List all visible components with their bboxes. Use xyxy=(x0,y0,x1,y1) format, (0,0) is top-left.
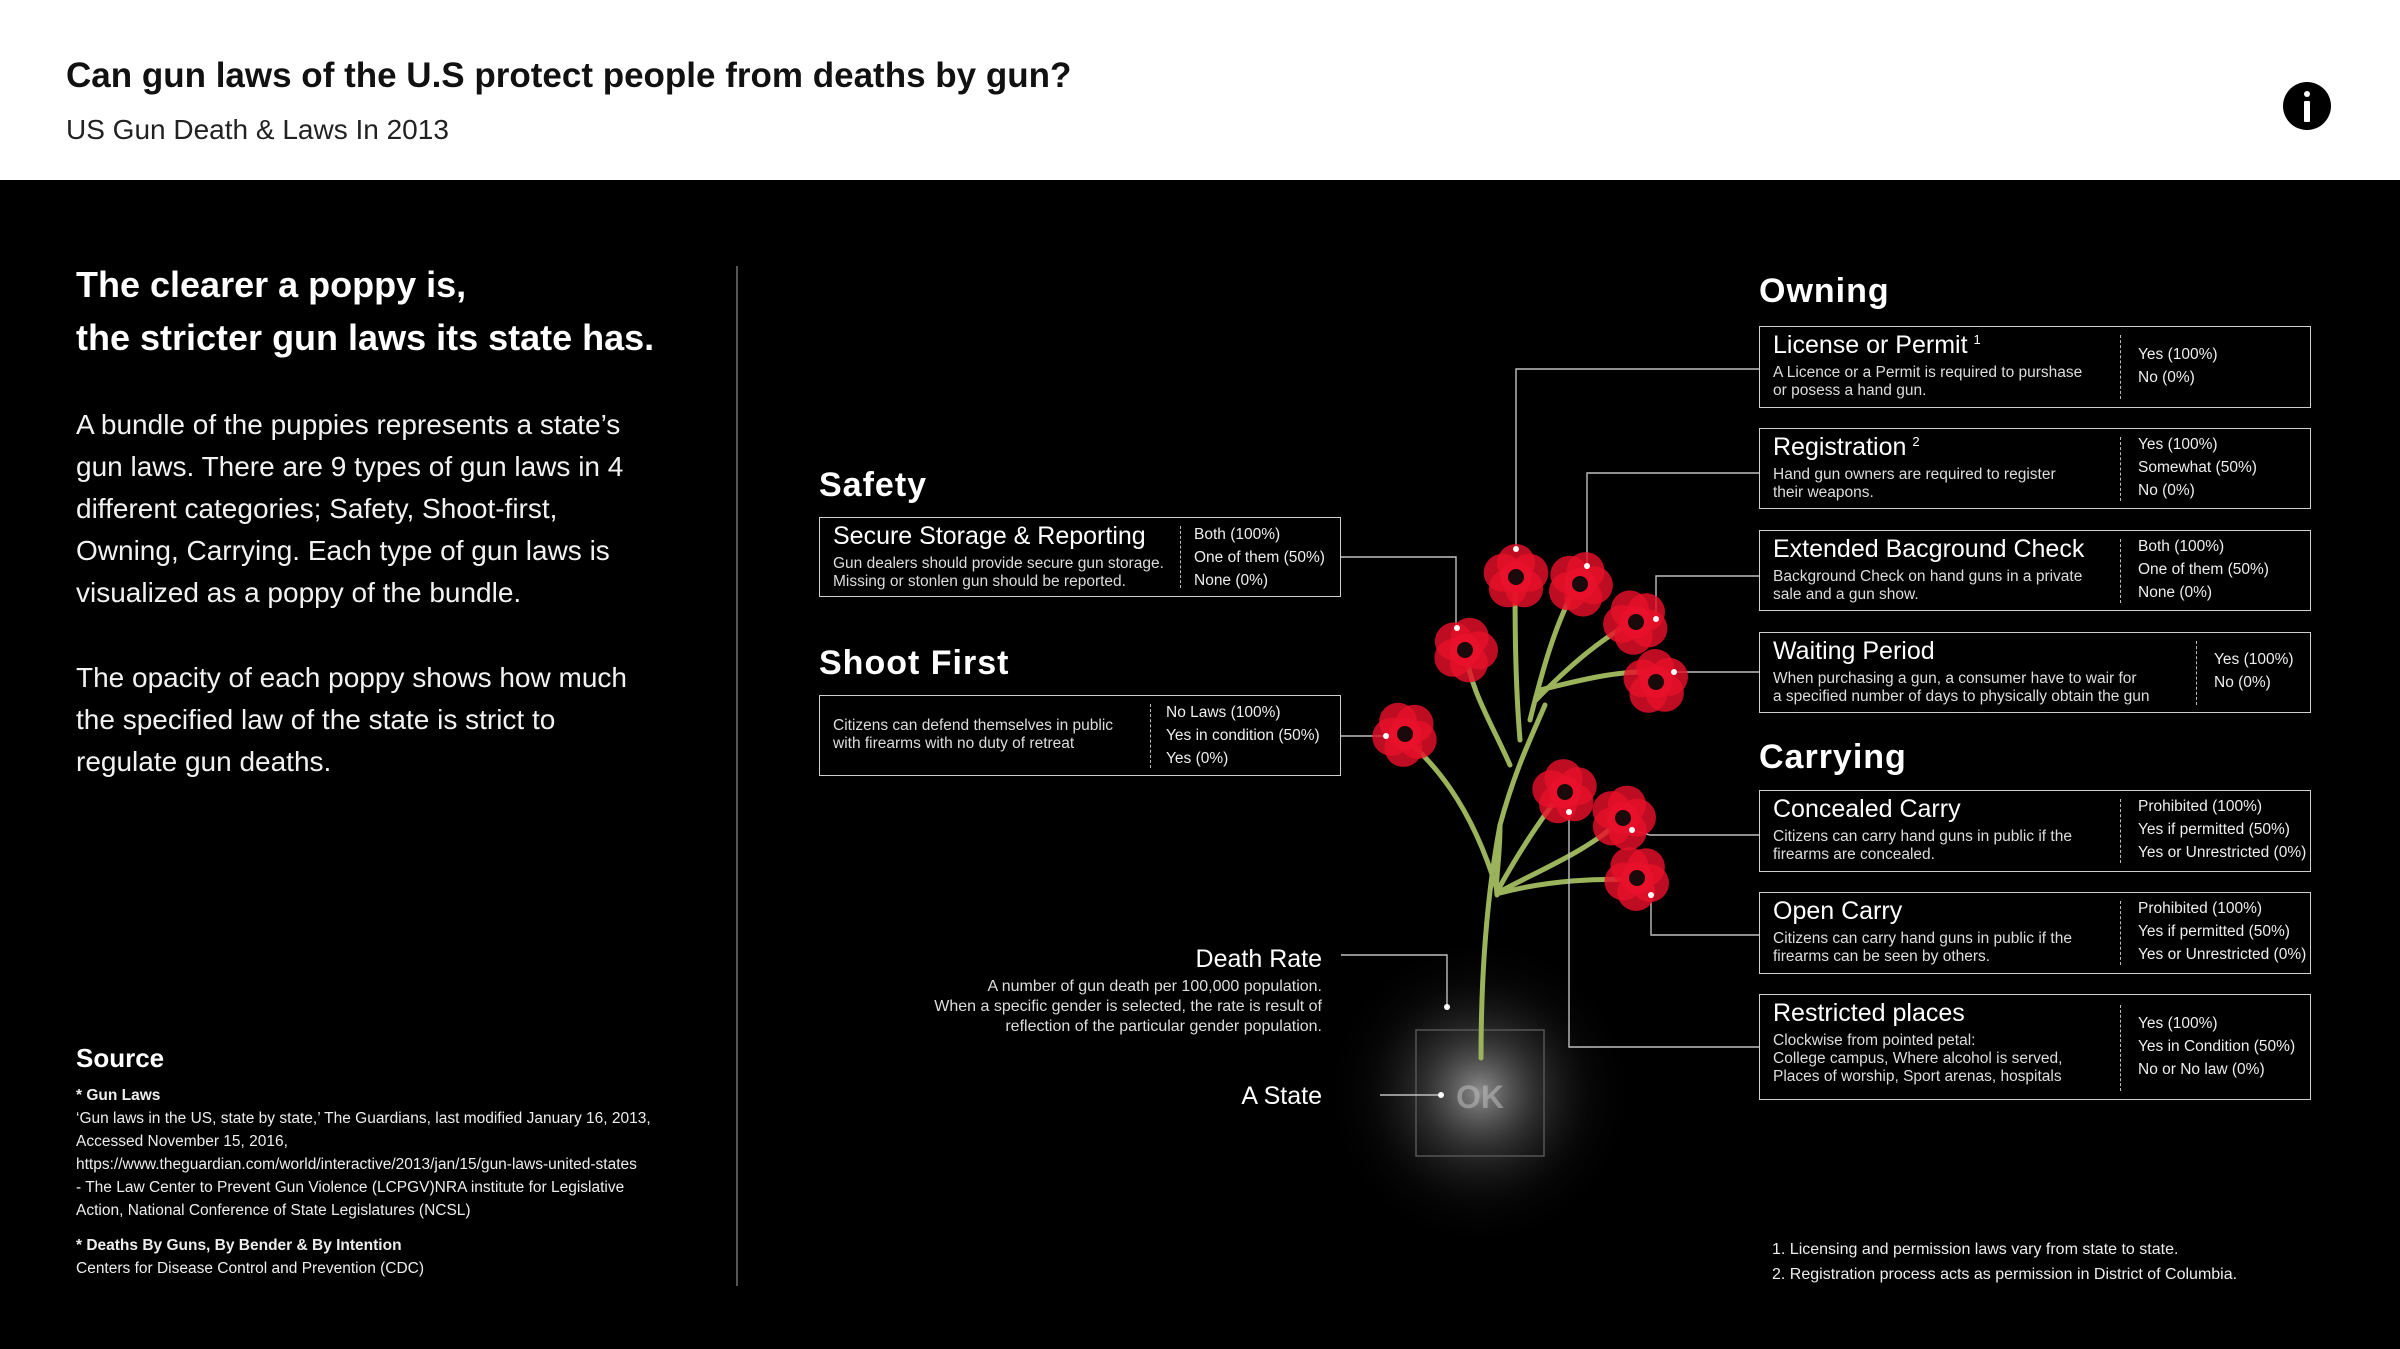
dot xyxy=(1671,669,1677,675)
intro-line: different categories; Safety, Shoot-first, xyxy=(76,493,558,524)
dot xyxy=(1444,1004,1450,1010)
law-option: Yes (100%) xyxy=(2214,651,2294,668)
source-line: - The Law Center to Prevent Gun Violence (LCPGV)NRA institute for Legislative xyxy=(76,1179,625,1196)
law-option: One of them (50%) xyxy=(1194,549,1325,566)
law-separator xyxy=(1150,704,1151,768)
intro-line: A bundle of the puppies represents a state’s xyxy=(76,409,621,440)
section-shoot-first: Shoot First xyxy=(819,644,1010,682)
law-option: None (0%) xyxy=(1194,572,1269,589)
poppy-center xyxy=(1648,674,1664,690)
intro-heading-line: the stricter gun laws its state has. xyxy=(76,317,655,358)
page-subtitle: US Gun Death & Laws In 2013 xyxy=(66,114,449,145)
dot xyxy=(1383,733,1389,739)
page-title: Can gun laws of the U.S protect people from deaths by gun? xyxy=(66,56,1072,95)
law-desc-line: their weapons. xyxy=(1773,484,1874,501)
intro-line: Owning, Carrying. Each type of gun laws is xyxy=(76,535,610,566)
death-rate-line: reflection of the particular gender population. xyxy=(1005,1018,1322,1035)
law-option: Prohibited (100%) xyxy=(2138,900,2263,917)
law-desc-line: firearms are concealed. xyxy=(1773,846,1935,863)
law-option: Yes (100%) xyxy=(2138,1015,2218,1032)
law-description xyxy=(1773,568,2082,604)
poppy-flower[interactable] xyxy=(1532,759,1596,823)
law-desc-line: College campus, Where alcohol is served, xyxy=(1773,1050,2063,1067)
poppy-flower[interactable] xyxy=(1549,552,1613,617)
law-desc-line: or posess a hand gun. xyxy=(1773,382,1927,399)
law-separator xyxy=(1180,526,1181,588)
footnote: 2. Registration process acts as permission in District of Columbia. xyxy=(1772,1266,2238,1283)
law-desc-line: Citizens can carry hand guns in public if the xyxy=(1773,828,2072,845)
intro-heading-line: The clearer a poppy is, xyxy=(76,264,467,305)
source-line: Action, National Conference of State Legislatures (NCSL) xyxy=(76,1202,471,1219)
poppy-center xyxy=(1457,642,1473,658)
law-title: Secure Storage & Reporting xyxy=(833,522,1146,550)
source-heading: Source xyxy=(76,1043,165,1073)
death-rate-line: When a specific gender is selected, the rate is result of xyxy=(934,998,1322,1015)
connector-concealed xyxy=(1632,830,1760,835)
law-desc-line: with firearms with no duty of retreat xyxy=(833,735,1075,752)
law-title: Concealed Carry xyxy=(1773,795,1961,823)
law-options xyxy=(2138,897,2306,966)
poppy-center xyxy=(1397,726,1413,742)
law-description xyxy=(833,717,1113,753)
law-title-text: Registration xyxy=(1773,433,1907,461)
law-description xyxy=(1773,828,2072,864)
dot xyxy=(1438,1092,1444,1098)
law-option: No or No law (0%) xyxy=(2138,1061,2265,1078)
law-options xyxy=(2138,1012,2295,1081)
death-rate-title: Death Rate xyxy=(1195,945,1322,973)
law-desc-line: firearms can be seen by others. xyxy=(1773,948,1991,965)
dot xyxy=(1513,546,1519,552)
law-option: No Laws (100%) xyxy=(1166,704,1281,721)
poppy-flower[interactable] xyxy=(1593,786,1657,851)
law-restricted-places[interactable] xyxy=(1759,994,2311,1100)
law-desc-line: Background Check on hand guns in a private xyxy=(1773,568,2083,585)
law-options xyxy=(1194,523,1325,592)
poppy-flower[interactable] xyxy=(1484,544,1549,607)
law-secure-storage[interactable] xyxy=(819,517,1341,597)
connector-registration xyxy=(1587,473,1760,566)
law-separator xyxy=(2120,539,2121,603)
law-desc-line: sale and a gun show. xyxy=(1773,586,1919,603)
law-option: No (0%) xyxy=(2214,674,2271,691)
law-footnote-ref: 1 xyxy=(1973,331,1981,347)
law-desc-line: a specified number of days to physically obtain the gun xyxy=(1773,688,2150,705)
law-option: Yes or Unrestricted (0%) xyxy=(2138,946,2307,963)
law-shoot-first[interactable] xyxy=(819,695,1341,776)
law-option: Yes in Condition (50%) xyxy=(2138,1038,2296,1055)
state-code: OK xyxy=(1456,1079,1504,1115)
law-option: One of them (50%) xyxy=(2138,561,2269,578)
law-registration[interactable] xyxy=(1759,428,2311,509)
law-background-check[interactable] xyxy=(1759,530,2311,611)
law-desc-line: Hand gun owners are required to register xyxy=(1773,466,2056,483)
poppy-center xyxy=(1557,784,1573,800)
law-option: None (0%) xyxy=(2138,584,2213,601)
death-rate-description xyxy=(934,977,1322,1037)
law-title: Extended Bacground Check xyxy=(1773,535,2085,563)
law-license[interactable] xyxy=(1759,326,2311,408)
poppy-center xyxy=(1508,569,1524,585)
footnote: 1. Licensing and permission laws vary from state to state. xyxy=(1772,1241,2179,1258)
intro-line: gun laws. There are 9 types of gun laws in 4 xyxy=(76,451,624,482)
connector-background xyxy=(1656,576,1760,619)
dot xyxy=(1566,809,1572,815)
connector-secure-storage xyxy=(1341,557,1456,628)
source-subheading: * Deaths By Guns, By Bender & By Intention xyxy=(76,1237,402,1254)
law-title: Restricted places xyxy=(1773,999,1965,1027)
law-footnote-ref: 2 xyxy=(1912,433,1920,449)
law-separator xyxy=(2120,799,2121,863)
law-option: Prohibited (100%) xyxy=(2138,798,2263,815)
law-option: Yes (100%) xyxy=(2138,436,2218,453)
poppy-center xyxy=(1629,870,1645,886)
law-options xyxy=(2214,648,2294,694)
law-title xyxy=(1773,433,1920,462)
law-concealed-carry[interactable] xyxy=(1759,790,2311,872)
law-description xyxy=(833,555,1164,591)
law-desc-line: Citizens can defend themselves in public xyxy=(833,717,1114,734)
law-options xyxy=(2138,343,2218,389)
section-owning: Owning xyxy=(1759,272,1890,310)
law-waiting-period[interactable] xyxy=(1759,632,2311,713)
poppy-flower[interactable] xyxy=(1624,649,1689,713)
law-desc-line: A Licence or a Permit is required to purshase xyxy=(1773,364,2083,381)
source-line: Accessed November 15, 2016, xyxy=(76,1133,288,1150)
poppy-flower[interactable] xyxy=(1605,847,1670,911)
law-open-carry[interactable] xyxy=(1759,892,2311,974)
state-label: A State xyxy=(1241,1082,1322,1110)
dot xyxy=(1648,892,1654,898)
law-separator xyxy=(2120,437,2121,501)
dot xyxy=(1629,827,1635,833)
law-options xyxy=(2138,433,2257,502)
section-safety: Safety xyxy=(819,466,928,504)
source-line: Centers for Disease Control and Prevention (CDC) xyxy=(76,1260,425,1277)
connector-open-carry xyxy=(1651,895,1760,935)
death-rate-line: A number of gun death per 100,000 population. xyxy=(987,978,1322,995)
law-separator xyxy=(2120,901,2121,965)
law-desc-line: Gun dealers should provide secure gun storage. xyxy=(833,555,1164,572)
poppy-center xyxy=(1628,614,1644,630)
law-description xyxy=(1773,466,2056,502)
law-title: Waiting Period xyxy=(1773,637,1935,665)
law-desc-line: When purchasing a gun, a consumer have to wair for xyxy=(1773,670,2137,687)
intro-line: visualized as a poppy of the bundle. xyxy=(76,577,522,608)
law-options xyxy=(1166,701,1320,770)
law-option: Yes if permitted (50%) xyxy=(2138,821,2290,838)
law-title: Open Carry xyxy=(1773,897,1903,925)
law-options xyxy=(2138,795,2306,864)
law-separator xyxy=(2196,641,2197,705)
law-desc-line: Clockwise from pointed petal: xyxy=(1773,1032,1976,1049)
law-description xyxy=(1773,930,2072,966)
law-desc-line: Citizens can carry hand guns in public if the xyxy=(1773,930,2072,947)
section-carrying: Carrying xyxy=(1759,738,1907,776)
law-option: Both (100%) xyxy=(1194,526,1281,543)
intro-line: regulate gun deaths. xyxy=(76,746,332,777)
intro-line: the specified law of the state is strict to xyxy=(76,704,556,735)
law-option: Yes if permitted (50%) xyxy=(2138,923,2290,940)
law-options xyxy=(2138,535,2269,604)
dot xyxy=(1653,616,1659,622)
law-separator xyxy=(2120,1005,2121,1091)
poppy-center xyxy=(1572,576,1588,592)
law-title-text: License or Permit xyxy=(1773,331,1968,359)
law-description xyxy=(1773,364,2082,400)
law-description xyxy=(1773,670,2150,706)
poppy-flower[interactable] xyxy=(1603,590,1667,654)
law-option: No (0%) xyxy=(2138,369,2195,386)
connector-license xyxy=(1516,369,1760,551)
intro-line: The opacity of each poppy shows how much xyxy=(76,662,627,693)
dot xyxy=(1454,625,1460,631)
poppy-flower[interactable] xyxy=(1434,618,1498,683)
law-option: Yes (100%) xyxy=(2138,346,2218,363)
stem-left xyxy=(1405,738,1497,890)
law-option: Both (100%) xyxy=(2138,538,2225,555)
footnotes xyxy=(1772,1237,2237,1287)
dot xyxy=(1584,563,1590,569)
poppies xyxy=(1372,544,1688,911)
law-title xyxy=(1773,331,1981,360)
source-subheading: * Gun Laws xyxy=(76,1087,161,1104)
law-separator xyxy=(2120,335,2121,399)
poppy-center xyxy=(1615,810,1631,826)
stem-upper xyxy=(1500,705,1545,825)
law-option: Yes (0%) xyxy=(1166,750,1229,767)
law-desc-line: Places of worship, Sport arenas, hospitals xyxy=(1773,1068,2062,1085)
law-option: Yes or Unrestricted (0%) xyxy=(2138,844,2307,861)
law-option: No (0%) xyxy=(2138,482,2195,499)
law-option: Yes in condition (50%) xyxy=(1166,727,1320,744)
law-option: Somewhat (50%) xyxy=(2138,459,2257,476)
source-link[interactable]: https://www.theguardian.com/world/interactive/2013/jan/15/gun-laws-united-states xyxy=(76,1156,637,1173)
source-line: ‘Gun laws in the US, state by state,’ The Guardians, last modified January 16, 2013, xyxy=(76,1110,651,1127)
law-desc-line: Missing or stonlen gun should be reported. xyxy=(833,573,1126,590)
law-description xyxy=(1773,1032,2062,1086)
